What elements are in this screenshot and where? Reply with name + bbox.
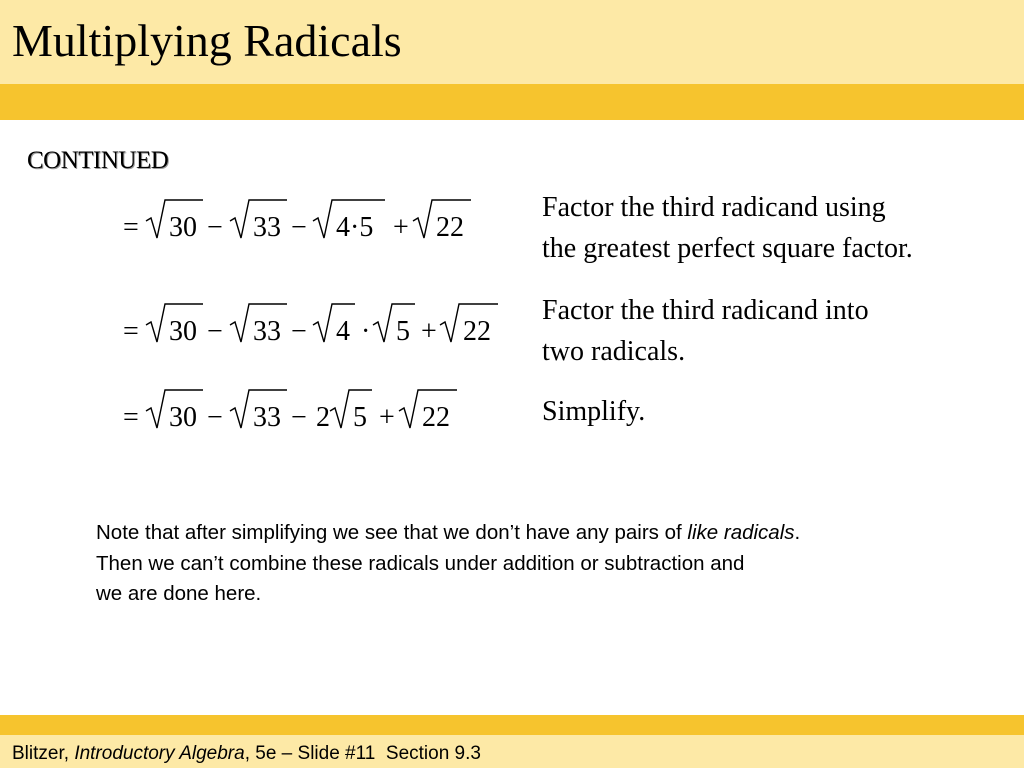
- explanation-line: the greatest perfect square factor.: [542, 233, 913, 264]
- radicand: 30: [169, 212, 197, 243]
- footer-author: Blitzer,: [12, 743, 75, 764]
- radicand: 4·5: [336, 212, 374, 243]
- note-text: Note that after simplifying we see that we don’t have any pairs of: [96, 521, 688, 544]
- explanation-line: two radicals.: [542, 336, 686, 367]
- equation-step-3: [123, 380, 483, 440]
- plus-sign: +: [393, 212, 409, 243]
- minus-sign: −: [291, 212, 307, 243]
- note-line-1: [96, 518, 996, 549]
- radicand: 30: [169, 402, 197, 433]
- explanation-step-3: [542, 391, 645, 432]
- radicand: 22: [422, 402, 450, 433]
- equation-step-2: [123, 294, 513, 354]
- radicand: 22: [463, 316, 491, 347]
- note-text: .: [794, 521, 801, 544]
- equation-2-graphic: [123, 294, 513, 354]
- explanation-line: Simplify.: [542, 396, 646, 427]
- radicand: 22: [436, 212, 464, 243]
- top-accent-stripe: [0, 84, 1024, 120]
- minus-sign: −: [207, 402, 223, 433]
- explanation-step-1: [542, 187, 913, 269]
- radicand: 30: [169, 316, 197, 347]
- explanation-line: Factor the third radicand using: [542, 192, 886, 223]
- radicand: 33: [253, 212, 281, 243]
- note-line-3: we are done here.: [96, 582, 262, 605]
- equation-3-graphic: [123, 380, 483, 440]
- note-paragraph: [96, 518, 996, 610]
- explanation-line: Factor the third radicand into: [542, 295, 869, 326]
- equals-sign: =: [123, 316, 139, 347]
- plus-sign: +: [379, 402, 395, 433]
- minus-sign: −: [291, 402, 307, 433]
- minus-sign: −: [207, 316, 223, 347]
- minus-sign: −: [291, 316, 307, 347]
- footer-book-title: Introductory Algebra: [74, 743, 245, 764]
- equals-sign: =: [123, 212, 139, 243]
- explanation-step-2: [542, 290, 869, 372]
- radicand: 4: [336, 316, 350, 347]
- minus-sign: −: [207, 212, 223, 243]
- footer-slide-info: , 5e – Slide #11 Section 9.3: [244, 743, 481, 764]
- slide-title: Multiplying Radicals: [12, 15, 402, 66]
- radicand: 5: [396, 316, 410, 347]
- equals-sign: =: [123, 402, 139, 433]
- note-emphasis: like radicals: [687, 521, 795, 544]
- radicand: 33: [253, 402, 281, 433]
- footer-citation: [12, 743, 481, 765]
- radicand: 5: [353, 402, 367, 433]
- dot-operator: ·: [361, 316, 371, 347]
- bottom-accent-stripe: [0, 715, 1024, 735]
- equation-1-graphic: [123, 190, 493, 250]
- plus-sign: +: [421, 316, 437, 347]
- coefficient: 2: [316, 402, 330, 433]
- note-line-2: Then we can’t combine these radicals under addition or subtraction and: [96, 551, 745, 575]
- equation-step-1: [123, 190, 493, 250]
- radicand: 33: [253, 316, 281, 347]
- continued-label: CONTINUED: [27, 147, 169, 174]
